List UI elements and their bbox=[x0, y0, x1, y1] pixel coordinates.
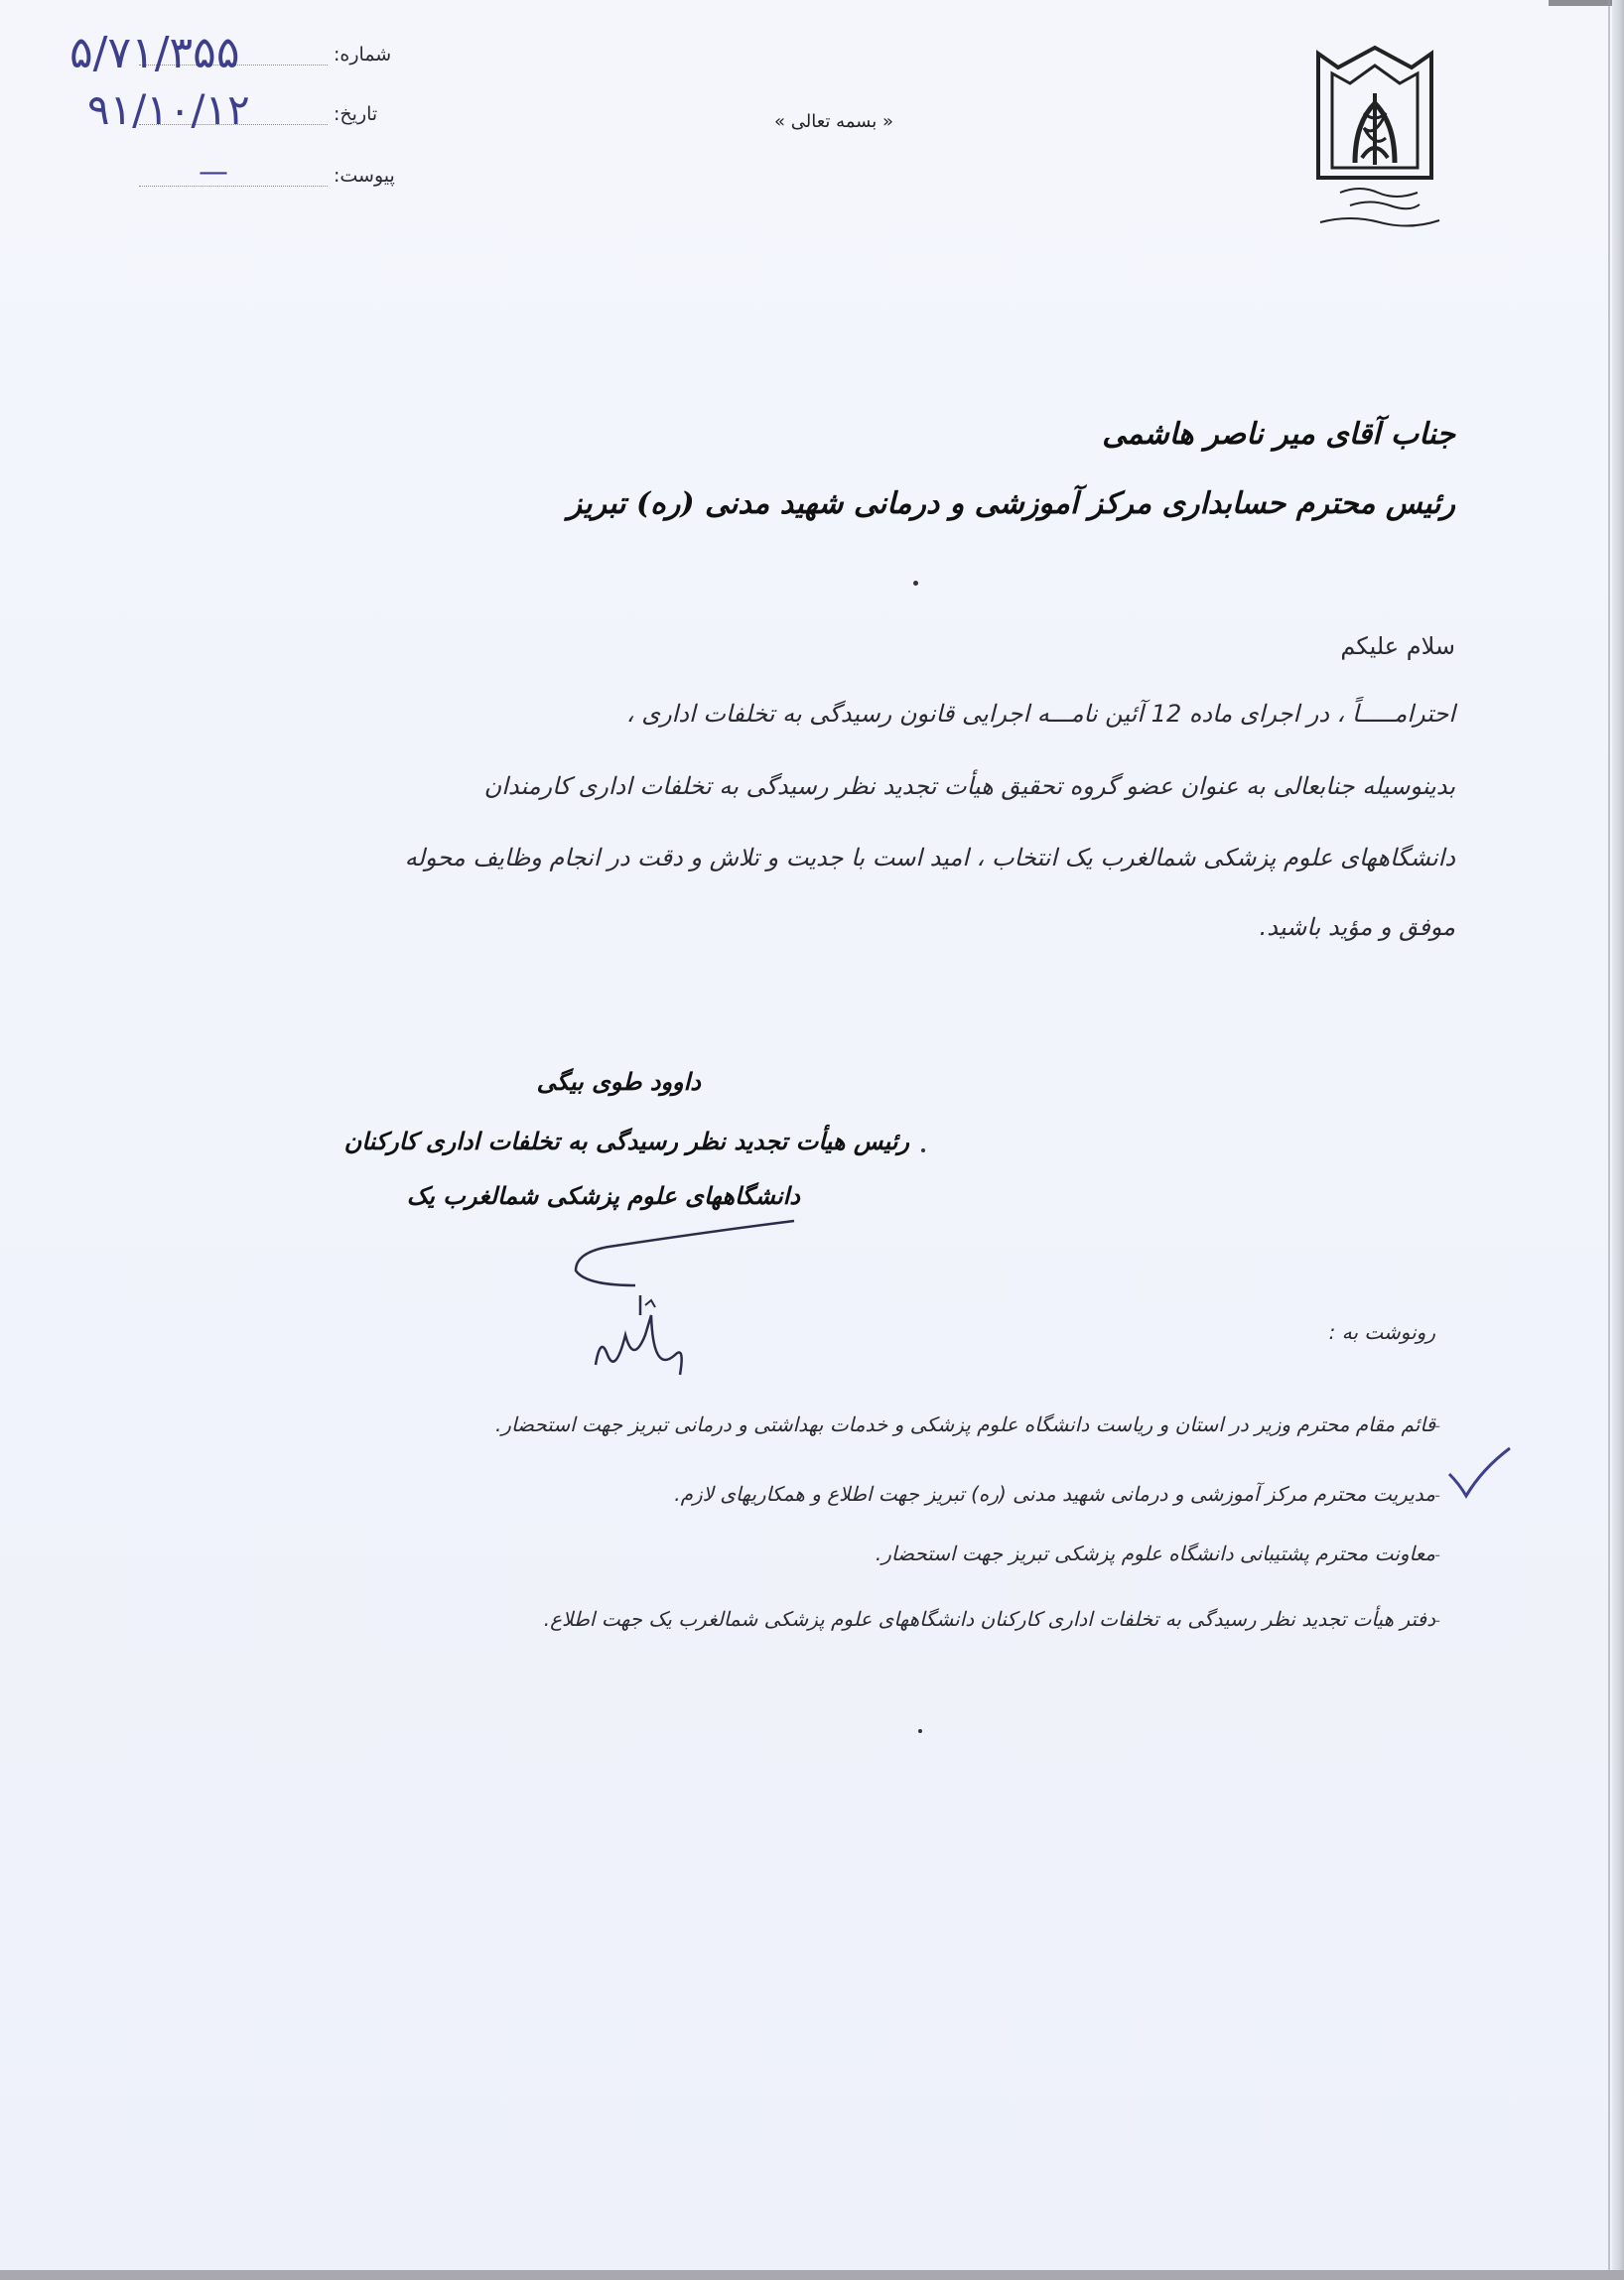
cc-dash: - bbox=[1434, 1486, 1440, 1505]
date-handwritten: ۹۱/۱۰/۱۲ bbox=[87, 85, 250, 134]
cc-item: دفتر هیأت تجدید نظر رسیدگی به تخلفات اداری کارکنان دانشگاههای علوم پزشکی شمالغرب یک جهت اطلاع. bbox=[543, 1607, 1435, 1631]
cc-dash: - bbox=[1434, 1416, 1440, 1435]
attachment-label: پیوست: bbox=[334, 165, 395, 187]
greeting: سلام علیکم bbox=[1340, 632, 1455, 660]
addressee-name: جناب آقای میر ناصر هاشمی bbox=[1102, 417, 1455, 452]
ink-dot-2 bbox=[921, 1148, 925, 1152]
cc-item: مدیریت محترم مرکز آموزشی و درمانی شهید مدنی (ره) تبریز جهت اطلاع و همکاریهای لازم. bbox=[674, 1482, 1435, 1506]
body-line-1: احترامـــــاً ، در اجرای ماده 12 آئین نامـــه اجرایی قانون رسیدگی به تخلفات اداری ، bbox=[625, 700, 1455, 728]
cc-label: رونوشت به : bbox=[1328, 1320, 1435, 1344]
ink-dot-3 bbox=[918, 1729, 922, 1733]
cc-dash: - bbox=[1434, 1611, 1440, 1630]
date-label: تاریخ: bbox=[334, 103, 378, 125]
attachment-row bbox=[139, 165, 395, 187]
ink-dot bbox=[913, 581, 918, 586]
scan-edge-bottom bbox=[0, 2270, 1624, 2280]
signatory-name: داوود طوی بیگی bbox=[536, 1067, 701, 1096]
attachment-line bbox=[139, 185, 328, 187]
addressee-title: رئیس محترم حسابداری مرکز آموزشی و درمانی شهید مدنی (ره) تبریز bbox=[567, 486, 1455, 521]
body-line-3: دانشگاههای علوم پزشکی شمالغرب یک انتخاب ، امید است با جدیت و تلاش و دقت در انجام وظایف محوله bbox=[404, 844, 1455, 872]
attachment-handwritten: — bbox=[199, 155, 228, 190]
body-line-2: بدینوسیله جنابعالی به عنوان عضو گروه تحقیق هیأت تجدید نظر رسیدگی به تخلفات اداری کارمندان bbox=[483, 772, 1455, 800]
number-handwritten: ۵/۷۱/۳۵۵ bbox=[69, 28, 240, 78]
basmala: « بسمه تعالی » bbox=[774, 111, 893, 132]
number-label: شماره: bbox=[334, 44, 392, 66]
university-logo bbox=[1300, 44, 1449, 242]
handwritten-signature bbox=[556, 1216, 814, 1395]
emblem-icon bbox=[1300, 44, 1449, 242]
signatory-title-2: دانشگاههای علوم پزشکی شمالغرب یک bbox=[406, 1181, 800, 1210]
signatory-title-1: رئیس هیأت تجدید نظر رسیدگی به تخلفات اداری کارکنان bbox=[343, 1127, 909, 1155]
cc-dash: - bbox=[1434, 1545, 1440, 1564]
scan-edge-line bbox=[1608, 0, 1610, 2280]
checkmark-icon bbox=[1444, 1444, 1514, 1504]
cc-item: معاونت محترم پشتیبانی دانشگاه علوم پزشکی تبریز جهت استحضار. bbox=[875, 1542, 1435, 1565]
scan-edge-right bbox=[1612, 0, 1624, 2280]
cc-item: قائم مقام محترم وزیر در استان و ریاست دانشگاه علوم پزشکی و خدمات بهداشتی و درمانی تبریز جهت استحضار. bbox=[494, 1412, 1435, 1436]
body-line-4: موفق و مؤید باشید. bbox=[1259, 913, 1455, 941]
